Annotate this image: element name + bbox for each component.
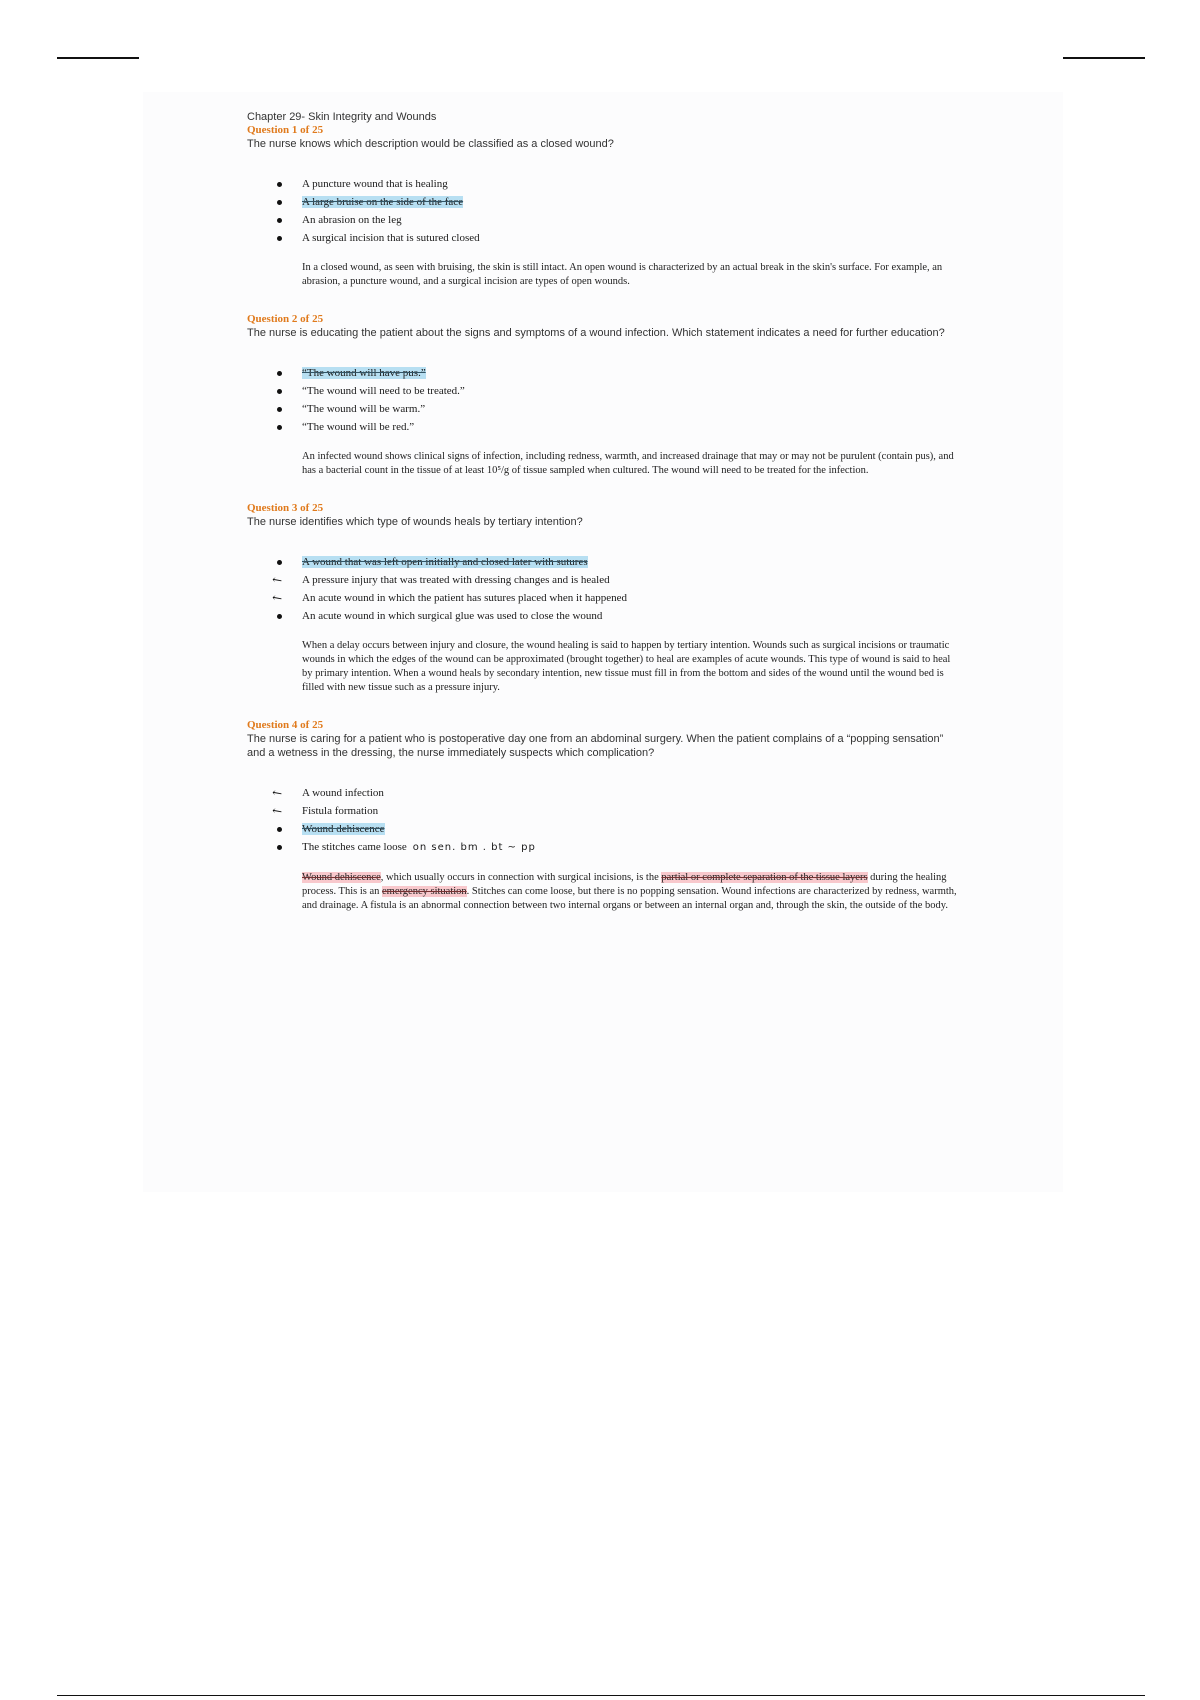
bullet-icon — [277, 218, 282, 223]
handwritten-mark-icon: ↖ — [268, 784, 286, 802]
answer-option: An acute wound in which surgical glue was used to close the wound — [302, 607, 963, 625]
answer-option: ↖ A wound infection — [268, 784, 384, 802]
highlight: partial or complete separation of the tissue layers — [661, 872, 868, 883]
highlight: A wound that was left open initially and closed later with sutures — [302, 556, 588, 568]
rationale-text: In a closed wound, as seen with bruising, the skin is still intact. An open wound is characterized by an actual break in the skin's surface. For example, an abrasion, a puncture wound, and a surgical incision are types of open wounds. — [302, 262, 943, 287]
bullet-icon — [277, 389, 282, 394]
handwritten-mark-icon: ↖ — [268, 589, 286, 607]
handwritten-mark-icon: ↖ — [268, 571, 286, 589]
answer-option: The stitches came loose on sen. bm . bt ~ pp — [302, 838, 963, 857]
answer-option: ↖ Fistula formation — [268, 802, 379, 820]
question-block-2 — [247, 313, 963, 478]
bottom-rule — [57, 1695, 1145, 1696]
answer-option-selected — [302, 553, 963, 571]
bullet-icon — [277, 236, 282, 241]
question-label: Question 2 of 25 — [247, 313, 324, 325]
handwritten-note: on sen. bm . bt ~ pp — [412, 842, 536, 853]
rationale-text: When a delay occurs between injury and closure, the wound healing is said to happen by tertiary intention. Wounds such as surgical incisions or traumatic wounds in which the edges of the wound can be approximated (brought together) to heal are examples of acute wounds. This type of wound is said to heal by primary intention. When a wound heals by secondary intention, new tissue must fill in from the bottom and sides of the wound until the wound bed is filled with new tissue such as a pressure injury. — [302, 640, 951, 693]
answer-option: ↖ An acute wound in which the patient has sutures placed when it happened — [268, 589, 628, 607]
answer-option: A puncture wound that is healing — [302, 175, 963, 193]
highlight: Wound dehiscence — [302, 872, 381, 883]
question-label: Question 4 of 25 — [247, 719, 324, 731]
bullet-icon — [277, 614, 282, 619]
answer-option-selected — [302, 364, 963, 382]
answer-options — [247, 175, 963, 247]
question-block-1 — [247, 124, 963, 289]
highlight: “The wound will have pus.” — [302, 367, 426, 379]
highlight: Wound dehiscence — [302, 823, 385, 835]
answer-option-selected — [302, 820, 963, 838]
question-block-4 — [247, 719, 963, 913]
answer-option: An abrasion on the leg — [302, 211, 963, 229]
answer-option: “The wound will need to be treated.” — [302, 382, 963, 400]
chapter-title: Chapter 29- Skin Integrity and Wounds — [247, 111, 437, 123]
question-text: The nurse is caring for a patient who is postoperative day one from an abdominal surgery. When the patient complains of a “popping sensation” and a wetness in the dressing, the nurse immediately suspects which complication? — [247, 733, 944, 759]
bullet-icon — [277, 845, 282, 850]
question-label: Question 3 of 25 — [247, 502, 324, 514]
question-text: The nurse knows which description would be classified as a closed wound? — [247, 138, 614, 150]
question-label: Question 1 of 25 — [247, 124, 324, 136]
top-right-rule — [1063, 57, 1145, 59]
question-text: The nurse is educating the patient about the signs and symptoms of a wound infection. Which statement indicates a need for further education? — [247, 327, 945, 339]
answer-option: “The wound will be warm.” — [302, 400, 963, 418]
highlight: emergency situation — [382, 886, 467, 897]
answer-options — [247, 553, 963, 625]
bullet-icon — [277, 827, 282, 832]
rationale-text: Wound dehiscence, which usually occurs in connection with surgical incisions, is the partial or complete separation of the tissue layers during the healing process. This is an emergency situation. Stitches can come loose, but there is no popping sensation. Wound infections are characterized by redness, warmth, and drainage. A fistula is an abnormal connection between two internal organs or between an internal organ and, through the skin, the outside of the body. — [302, 872, 957, 911]
answer-options — [247, 364, 963, 436]
bullet-icon — [277, 425, 282, 430]
bullet-icon — [277, 371, 282, 376]
bullet-icon — [277, 200, 282, 205]
answer-option: “The wound will be red.” — [302, 418, 963, 436]
question-text: The nurse identifies which type of wounds heals by tertiary intention? — [247, 516, 583, 528]
answer-option-selected — [302, 193, 963, 211]
rationale-text: An infected wound shows clinical signs of infection, including redness, warmth, and increased drainage that may or may not be purulent (contain pus), and has a bacterial count in the tissue of at least 10⁵/g of tissue sampled when cultured. The wound will need to be treated for the infection. — [302, 451, 954, 476]
bullet-icon — [277, 182, 282, 187]
document-content — [247, 110, 963, 913]
highlight: A large bruise on the side of the face — [302, 196, 464, 208]
question-block-3 — [247, 502, 963, 695]
answer-option: A surgical incision that is sutured closed — [302, 229, 963, 247]
handwritten-mark-icon: ↖ — [268, 802, 286, 820]
bullet-icon — [277, 407, 282, 412]
answer-option: ↖ A pressure injury that was treated with dressing changes and is healed — [268, 571, 610, 589]
answer-options — [247, 784, 963, 857]
top-left-rule — [57, 57, 139, 59]
bullet-icon — [277, 560, 282, 565]
